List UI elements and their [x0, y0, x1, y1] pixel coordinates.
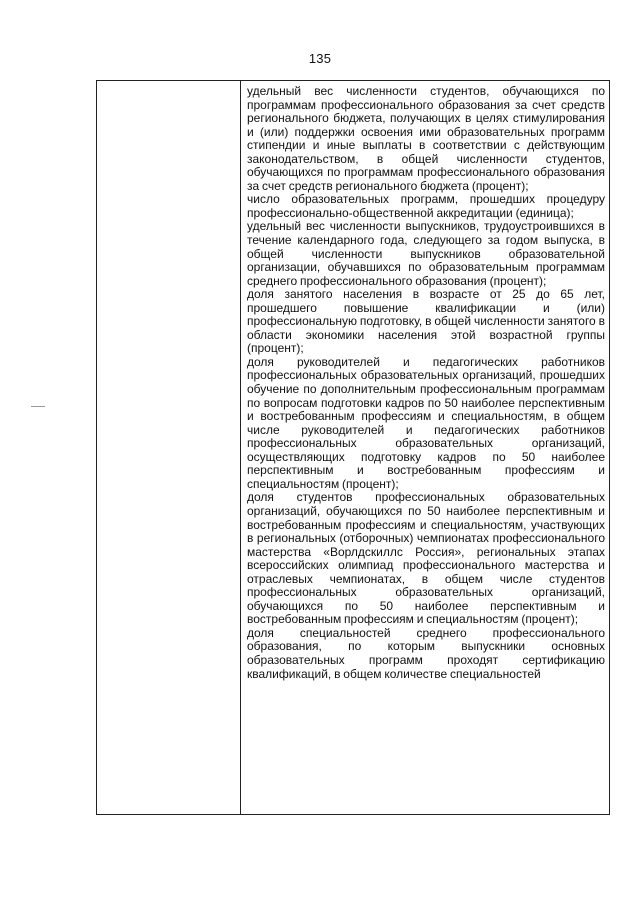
indicator-item: удельный вес численности выпускников, трудоустроившихся в течение календарного года, следующего за годом выпуска, в общей численности выпускников образовательной организации, обучавшихся по образовательным программам среднего профессионального образования (процент);: [247, 219, 605, 288]
indicator-item: доля специальностей среднего профессионального образования, по которым выпускники основных образовательных программ проходят сертификацию квалификаций, в общем количестве специальностей: [247, 625, 605, 681]
indicators-table: [96, 80, 610, 815]
indicator-item: доля занятого населения в возрасте от 25 до 65 лет, прошедшего повышение квалификации и (или) профессиональную подготовку, в общей численности занятого в области экономики населения этой возрастной группы (процент);: [247, 287, 605, 356]
indicator-item: число образовательных программ, прошедших процедуру профессионально-общественной аккредитации (единица);: [247, 192, 605, 220]
indicator-item: удельный вес численности студентов, обучающихся по программам профессионального образования за счет средств регионального бюджета, получающих в целях стимулирования и (или) поддержки освоения ими образовательных программ стипендии и иные выплаты в соответствии с действующим законодательством, в общей численности студентов, обучающихся по программам профессионального образования за счет средств регионального бюджета (процент);: [247, 84, 605, 193]
indicator-item: доля руководителей и педагогических работников профессиональных образовательных организаций, прошедших обучение по дополнительным профессиональным программам по вопросам подготовки кадров по 50 наиболее перспективным и востребованным профессиям и специальностям, в общем числе руководителей и педагогических работников профессиональных образовательных организаций, осуществляющих подготовку кадров по 50 наиболее перспективным и востребованным профессиям и специальностям (процент);: [247, 354, 605, 491]
page-number: 135: [308, 51, 332, 66]
margin-mark: [31, 406, 45, 407]
table-cell-left: [97, 81, 241, 815]
indicator-list: [241, 81, 609, 681]
table-cell-right: [241, 81, 610, 815]
table-row: [97, 81, 610, 815]
indicator-item: доля студентов профессиональных образовательных организаций, обучающихся по 50 наиболее перспективным и востребованным профессиям и специальностям, участвующих в региональных (отборочных) чемпионатах профессионального мастерства «Ворлдскиллс Россия», региональных этапах всероссийских олимпиад профессионального мастерства и отраслевых чемпионатах, в общем числе студентов профессиональных образовательных организаций, обучающихся по 50 наиболее перспективным и востребованным профессиям и специальностям (процент);: [247, 490, 605, 627]
